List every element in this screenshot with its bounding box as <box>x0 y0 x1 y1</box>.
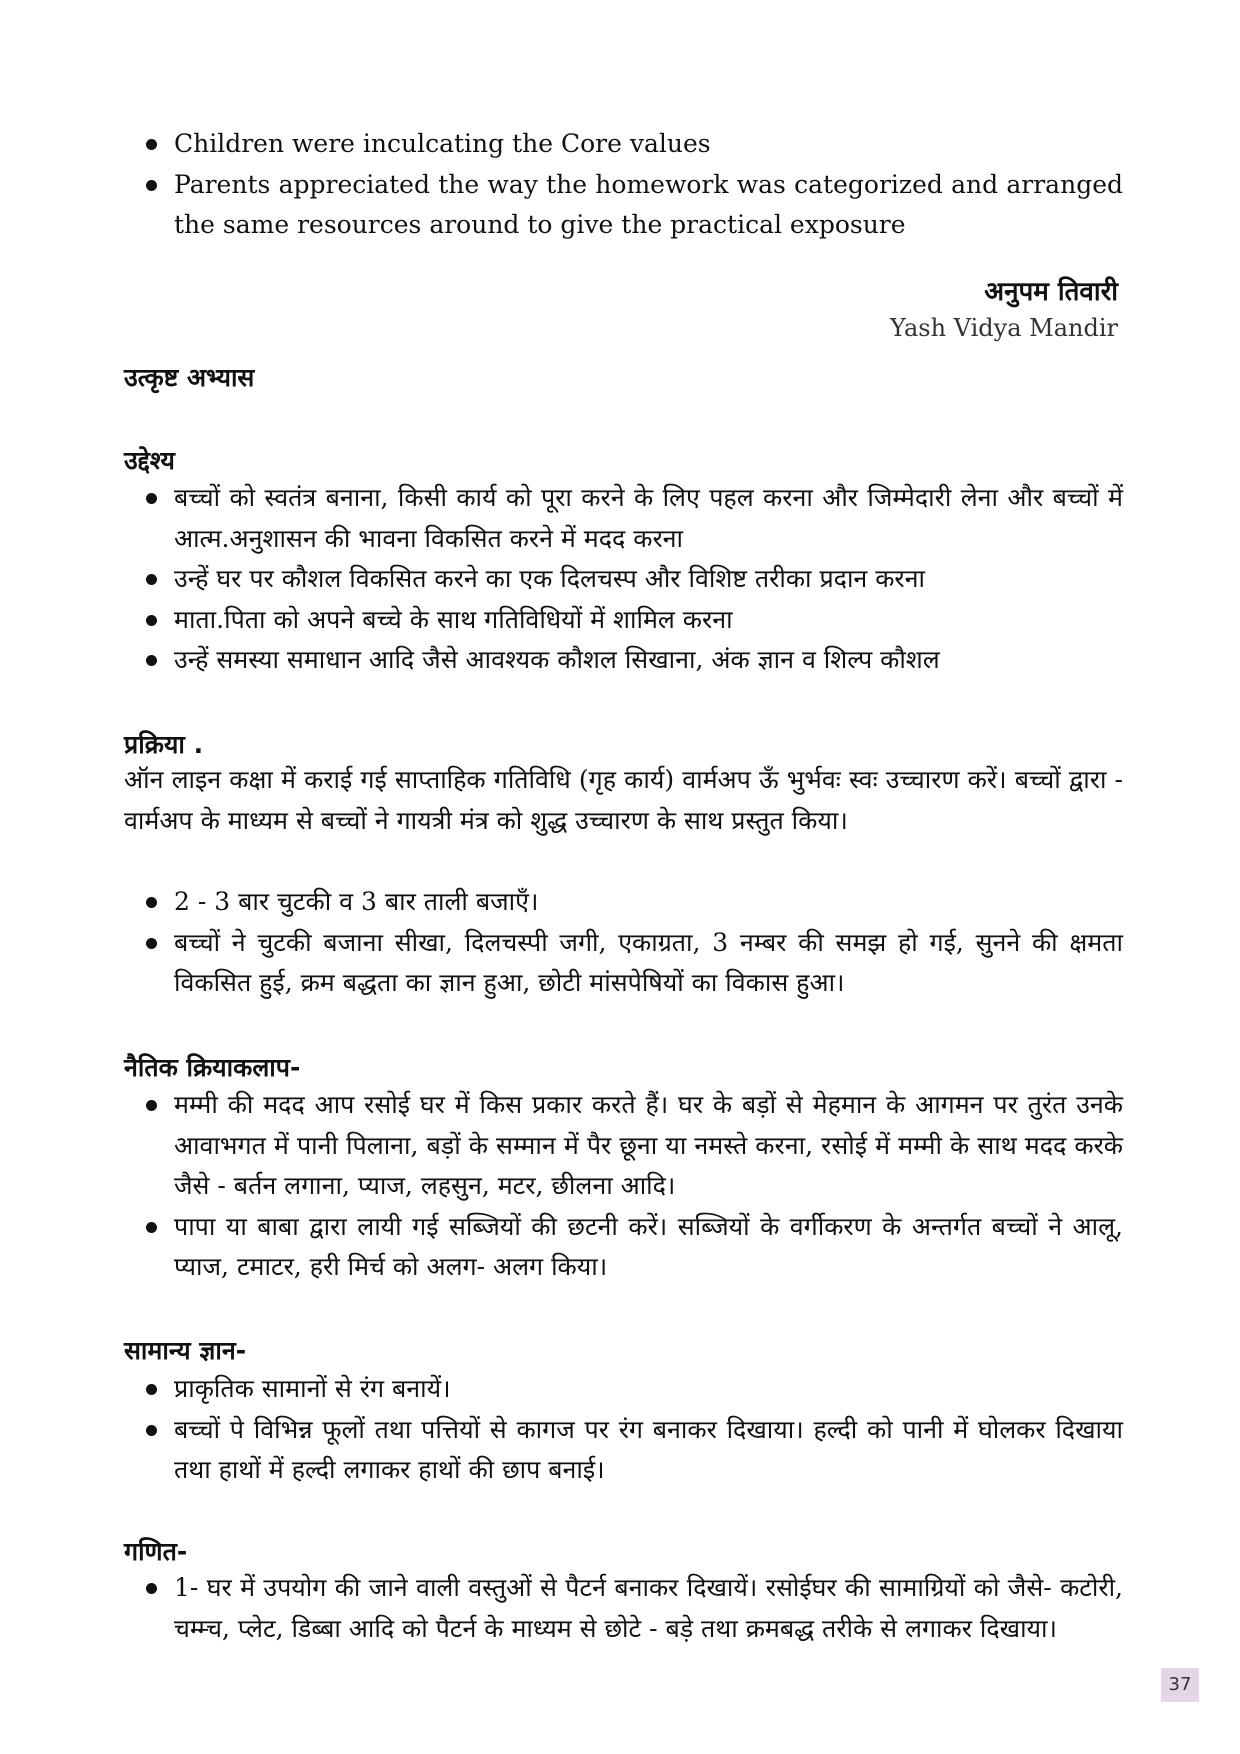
list-item: Parents appreciated the way the homework was categorized and arranged the same resources around to give the practical exposure <box>128 165 1123 246</box>
bullet-icon <box>146 1100 157 1111</box>
page-number: 37 <box>1161 1668 1199 1702</box>
process-bullet-list <box>128 882 1123 1004</box>
section-heading-process: प्रक्रिया . <box>124 730 204 759</box>
section-heading-best-practice: उत्कृष्ट अभ्यास <box>124 363 255 392</box>
section-heading-moral: नैतिक क्रियाकलाप- <box>124 1053 301 1082</box>
list-item: माता.पिता को अपने बच्चे के साथ गतिविधियों में शामिल करना <box>128 600 1123 641</box>
list-item: मम्मी की मदद आप रसोई घर में किस प्रकार करते हैं। घर के बड़ों से मेहमान के आगमन पर तुरंत उनके आवाभगत में पानी पिलाना, बड़ों के सम्मान में पैर छूना या नमस्ते करना, रसोई में मम्मी के साथ मदद करके जैसे - बर्तन लगाना, प्याज, लहसुन, मटर, छीलना आदि। <box>128 1085 1123 1207</box>
bullet-icon <box>146 180 157 191</box>
list-item: 1- घर में उपयोग की जाने वाली वस्तुओं से पैटर्न बनाकर दिखायें। रसोईघर की सामाग्रियों को जैसे- कटोरी, चम्म्च, प्लेट, डिब्बा आदि को पैटर्न के माध्यम से छोटे - बड़े तथा क्रमबद्ध तरीके से लगाकर दिखाया। <box>128 1568 1123 1649</box>
bullet-icon <box>146 574 157 585</box>
list-item: बच्चों पे विभिन्न फूलों तथा पत्तियों से कागज पर रंग बनाकर दिखाया। हल्दी को पानी में घोलकर दिखाया तथा हाथों में हल्दी लगाकर हाथों की छाप बनाई। <box>128 1410 1123 1491</box>
section-heading-math: गणित- <box>124 1537 188 1566</box>
bullet-icon <box>146 938 157 949</box>
objective-bullet-list <box>128 478 1123 681</box>
intro-bullet-list <box>128 124 1123 246</box>
list-item: प्राकृतिक सामानों से रंग बनायें। <box>128 1369 1123 1410</box>
bullet-icon <box>146 1425 157 1436</box>
list-item: बच्चों को स्वतंत्र बनाना, किसी कार्य को पूरा करने के लिए पहल करना और जिम्मेदारी लेना और बच्चों में आत्म.अनुशासन की भावना विकसित करने में मदद करना <box>128 478 1123 559</box>
moral-bullet-list <box>128 1085 1123 1288</box>
list-item: पापा या बाबा द्वारा लायी गई सब्जियों की छटनी करें। सब्जियों के वर्गीकरण के अन्तर्गत बच्चों ने आलू, प्याज, टमाटर, हरी मिर्च को अलग- अलग किया। <box>128 1207 1123 1288</box>
bullet-icon <box>146 493 157 504</box>
math-bullet-list <box>128 1568 1123 1649</box>
list-item: Children were inculcating the Core values <box>128 124 1123 165</box>
process-paragraph: ऑन लाइन कक्षा में कराई गई साप्ताहिक गतिविधि (गृह कार्य) वार्मअप ऊँ भुर्भवः स्वः उच्चारण करें। बच्चों द्वारा - वार्मअप के माध्यम से बच्चों ने गायत्री मंत्र को शुद्ध उच्चारण के साथ प्रस्तुत किया। <box>124 765 1123 835</box>
bullet-icon <box>146 655 157 666</box>
bullet-icon <box>146 897 157 908</box>
list-item: बच्चों ने चुटकी बजाना सीखा, दिलचस्पी जगी, एकाग्रता, 3 नम्बर की समझ हो गई, सुनने की क्षमता विकसित हुई, क्रम बद्धता का ज्ञान हुआ, छोटी मांसपेषियों का विकास हुआ। <box>128 923 1123 1004</box>
gk-bullet-list <box>128 1369 1123 1491</box>
signature-school: Yash Vidya Mandir <box>890 314 1118 342</box>
signature-name: अनुपम तिवारी <box>984 277 1118 307</box>
bullet-icon <box>146 615 157 626</box>
section-heading-gk: सामान्य ज्ञान- <box>124 1336 247 1365</box>
list-item: 2 - 3 बार चुटकी व 3 बार ताली बजाएँ। <box>128 882 1123 923</box>
list-item: उन्हें घर पर कौशल विकसित करने का एक दिलचस्प और विशिष्ट तरीका प्रदान करना <box>128 559 1123 600</box>
bullet-icon <box>146 1583 157 1594</box>
list-item: उन्हें समस्या समाधान आदि जैसे आवश्यक कौशल सिखाना, अंक ज्ञान व शिल्प कौशल <box>128 640 1123 681</box>
section-heading-objective: उद्देश्य <box>124 446 175 475</box>
bullet-icon <box>146 139 157 150</box>
bullet-icon <box>146 1384 157 1395</box>
bullet-icon <box>146 1222 157 1233</box>
